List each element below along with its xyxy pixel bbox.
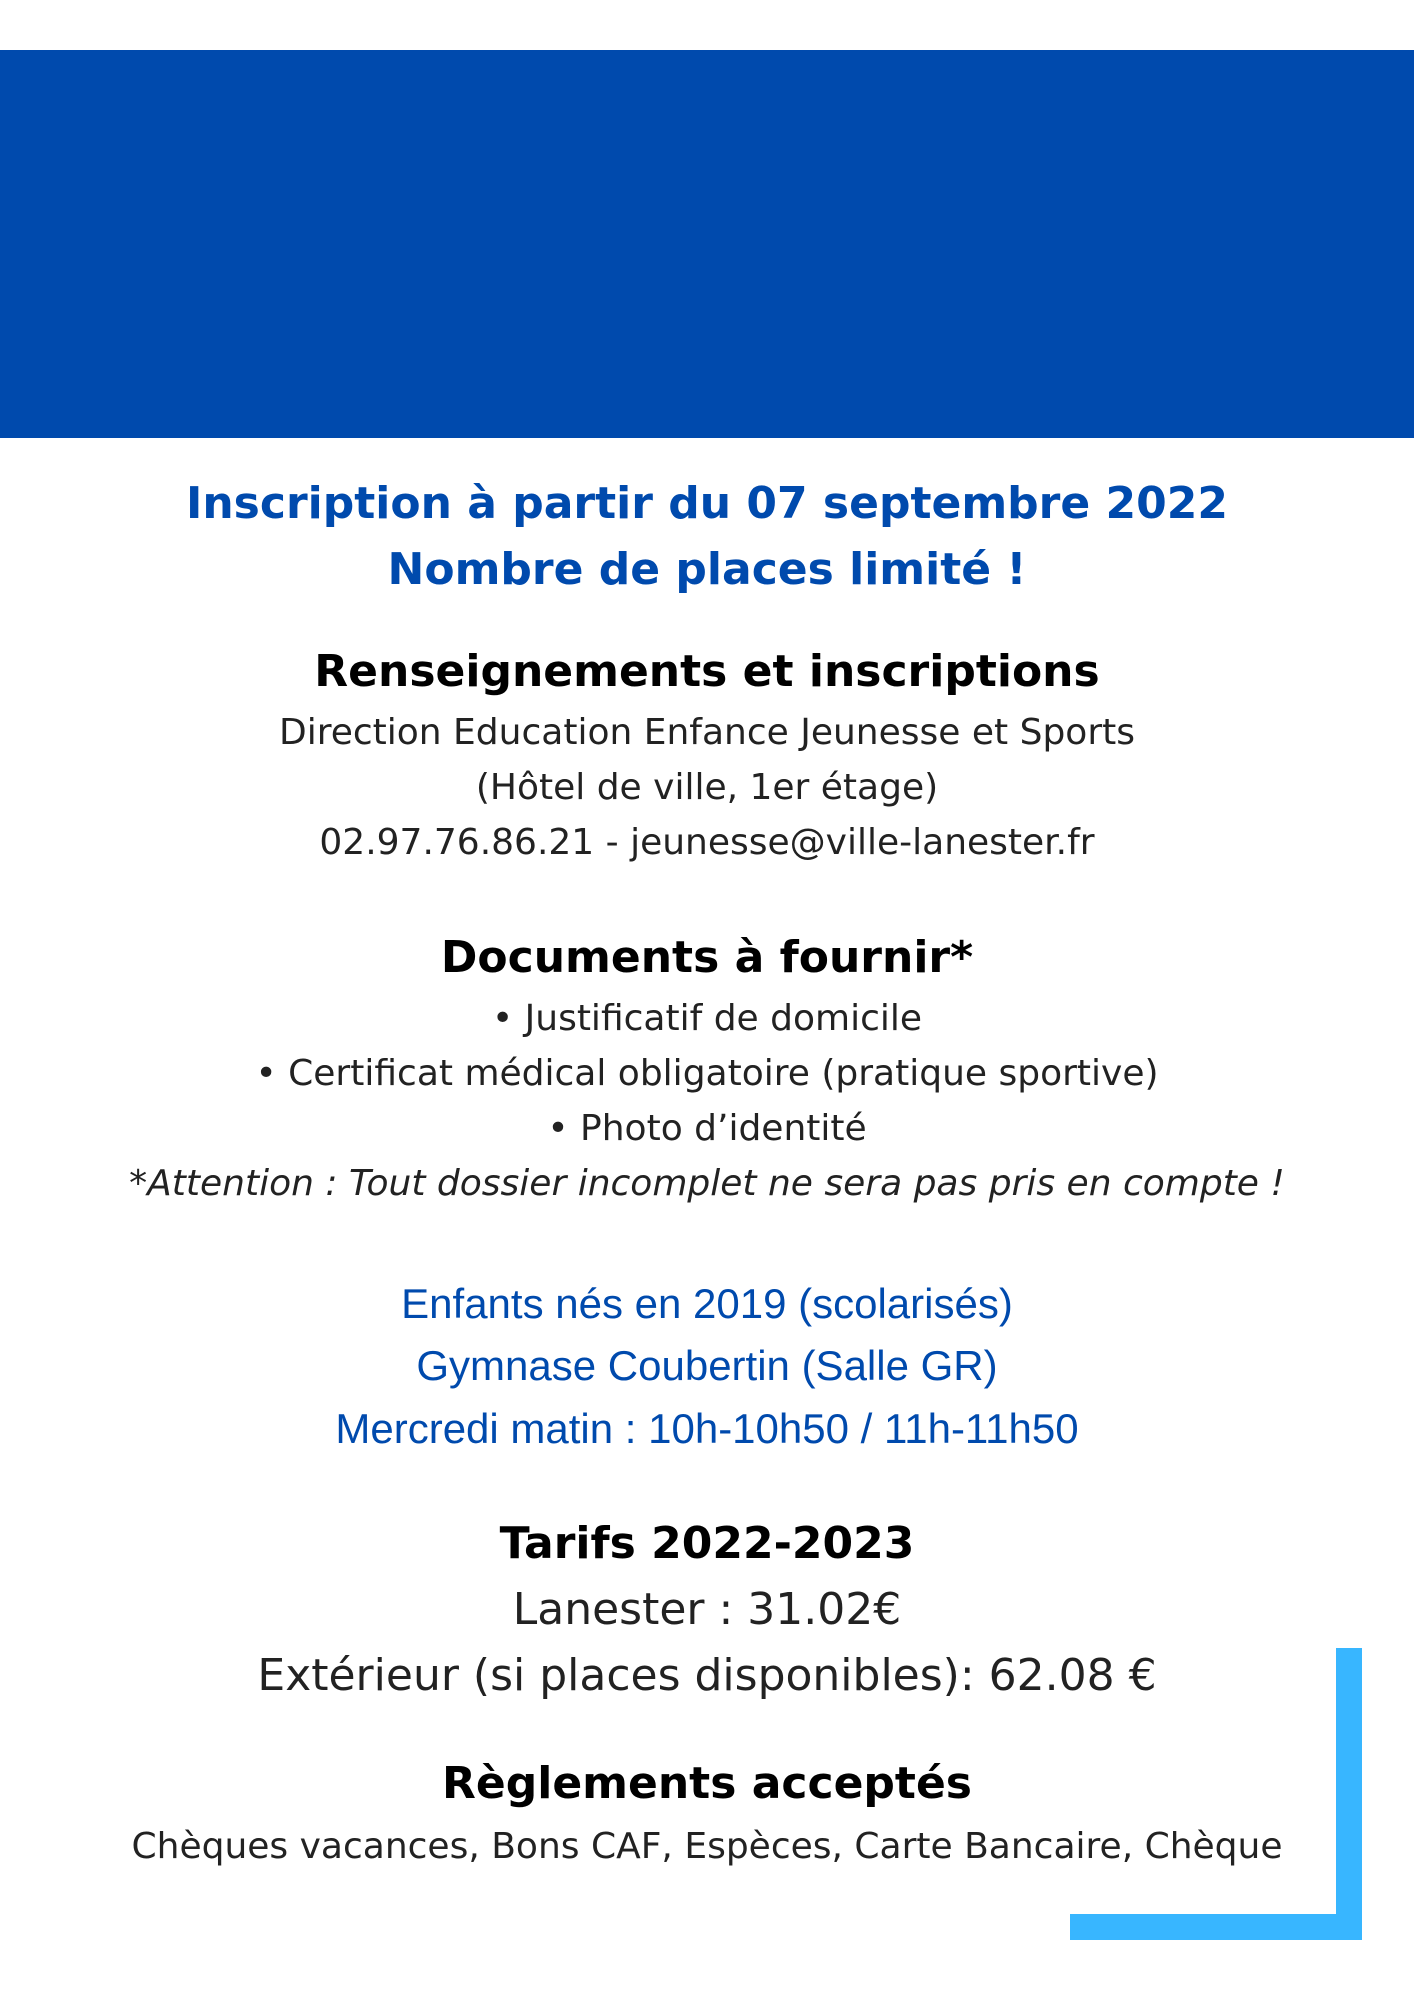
session-age: Enfants nés en 2019 (scolarisés)	[401, 1280, 1013, 1327]
corner-decoration-horizontal	[1070, 1914, 1362, 1940]
contact-line: 02.97.76.86.21 - jeunesse@ville-lanester.fr	[319, 822, 1095, 863]
session-location: Gymnase Coubertin (Salle GR)	[416, 1342, 998, 1389]
renseignements-line: Direction Education Enfance Jeunesse et Sports	[278, 712, 1135, 753]
documents-item: • Justificatif de domicile	[491, 998, 923, 1039]
documents-item: • Certificat médical obligatoire (pratique sportive)	[255, 1053, 1159, 1094]
header-banner	[0, 50, 1414, 438]
inscription-date: Inscription à partir du 07 septembre 2022	[185, 478, 1228, 529]
documents-item: • Photo d’identité	[547, 1108, 867, 1149]
documents-title: Documents à fournir*	[440, 932, 974, 983]
tarif-exterieur: Extérieur (si places disponibles): 62.08 €	[257, 1650, 1157, 1701]
limited-places-notice: Nombre de places limité !	[387, 544, 1027, 595]
renseignements-line: (Hôtel de ville, 1er étage)	[475, 767, 939, 808]
tarif-lanester: Lanester : 31.02€	[512, 1584, 902, 1635]
renseignements-title: Renseignements et inscriptions	[314, 646, 1100, 697]
tarifs-title: Tarifs 2022-2023	[499, 1518, 915, 1569]
reglements-title: Règlements acceptés	[442, 1758, 972, 1809]
session-schedule: Mercredi matin : 10h-10h50 / 11h-11h50	[335, 1405, 1079, 1452]
reglements-text: Chèques vacances, Bons CAF, Espèces, Carte Bancaire, Chèque	[131, 1826, 1283, 1867]
documents-note: *Attention : Tout dossier incomplet ne sera pas pris en compte !	[129, 1163, 1285, 1204]
